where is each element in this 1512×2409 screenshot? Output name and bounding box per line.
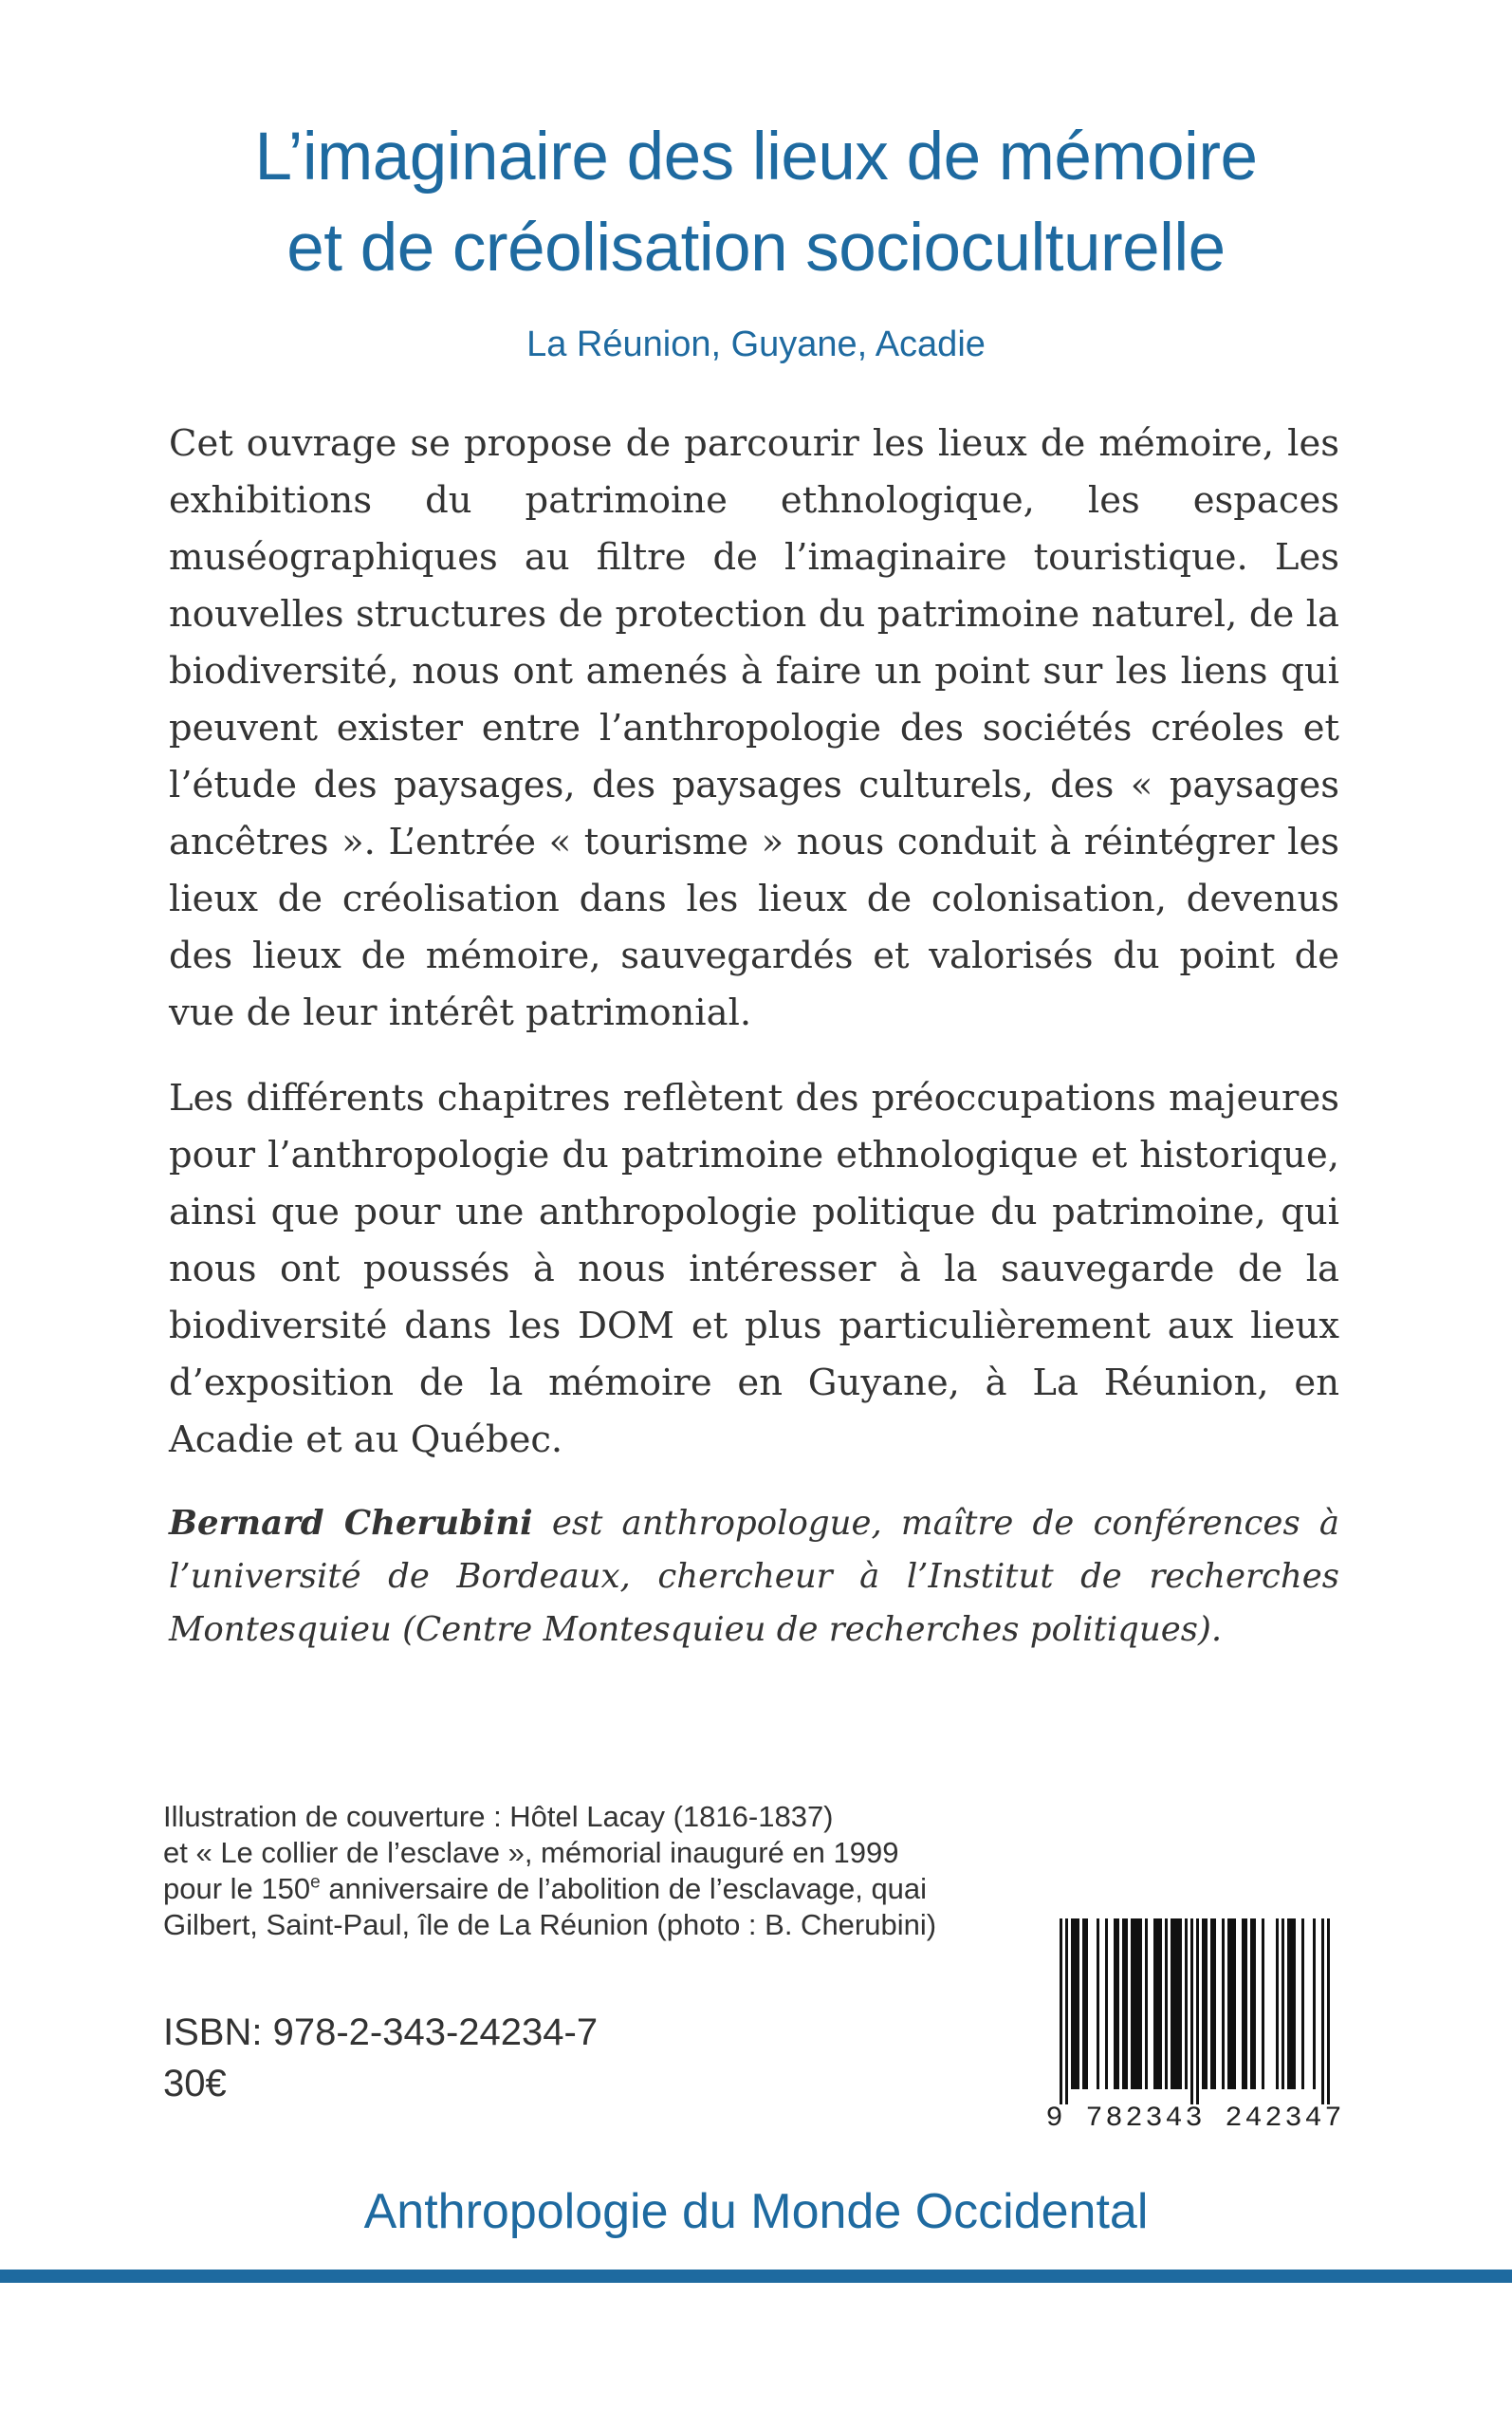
barcode-bar: [1253, 1918, 1256, 2089]
barcode-bar: [1245, 1918, 1247, 2089]
barcode-bar: [1071, 1918, 1074, 2089]
author-name: Bernard Cherubini: [169, 1504, 533, 1543]
barcode-bar: [1077, 1918, 1079, 2089]
barcode-bar: [1122, 1918, 1125, 2089]
barcode-bar: [1114, 1918, 1116, 2089]
author-bio: [169, 1497, 1339, 1657]
barcode-bar: [1262, 1918, 1264, 2089]
barcode-bar: [1139, 1918, 1142, 2089]
barcode-bar: [1185, 1918, 1188, 2089]
blurb-paragraph-2: Les différents chapitres reflètent des préoccupations majeures pour l’anthropologie du patrimoine ethnologique et historique, ainsi que pour une anthropologie politique du patrimoine, qui nous ont poussés à nous intéresser à la sauvegarde de la biodiversité dans les DOM et plus particulièrement aux lieux d’exposition de la mémoire en Guyane, à La Réunion, en Acadie et au Québec.: [169, 1077, 1339, 1461]
barcode-bar: [1179, 1918, 1182, 2089]
barcode-bar: [1196, 1918, 1199, 2104]
barcode-bar: [1282, 1918, 1284, 2089]
book-title-line-1: L’imaginaire des lieux de mémoire: [254, 120, 1258, 195]
barcode-bar: [1313, 1918, 1316, 2089]
barcode-bar: [1159, 1918, 1162, 2089]
barcode-bar: [1205, 1918, 1208, 2089]
barcode-bar: [1250, 1918, 1253, 2089]
book-title: [0, 112, 1512, 294]
barcode-bar: [1134, 1918, 1136, 2089]
credit-line-4: Gilbert, Saint-Paul, île de La Réunion (photo : B. Cherubini): [163, 1908, 937, 1941]
book-title-line-2: et de créolisation socioculturelle: [286, 211, 1226, 286]
barcode-bar: [1210, 1918, 1213, 2089]
barcode-bar: [1153, 1918, 1156, 2089]
isbn: ISBN: 978-2-343-24234-7: [163, 2011, 599, 2053]
credit-line-3: [163, 1871, 1017, 1907]
barcode-bar: [1105, 1918, 1108, 2089]
credit-line-1: Illustration de couverture : Hôtel Lacay (1816-1837): [163, 1800, 834, 1833]
barcode-bar: [1131, 1918, 1134, 2089]
barcode-digits: 9 782343 242347: [1045, 2103, 1345, 2135]
barcode-bar: [1085, 1918, 1088, 2089]
blurb: [169, 416, 1339, 1497]
barcode-bar: [1165, 1918, 1168, 2089]
barcode-bar: [1230, 1918, 1233, 2089]
barcode-bar: [1082, 1918, 1085, 2089]
credit-line-3-end: anniversaire de l’abolition de l’esclavage, quai: [320, 1872, 928, 1905]
credit-line-3-start: pour le 150: [163, 1872, 311, 1905]
barcode-bar: [1176, 1918, 1179, 2089]
barcode-bar: [1145, 1918, 1148, 2089]
barcode-bar: [1233, 1918, 1236, 2089]
barcode-bar: [1287, 1918, 1290, 2089]
author-bio-text: est anthropologue, maître de conférences à l’université de Bordeaux, chercheur à l’Institut de recherches Montesquieu (Centre Montesquieu de recherches politiques).: [169, 1504, 1340, 1649]
barcode-bar: [1290, 1918, 1293, 2089]
blurb-paragraph-1: Cet ouvrage se propose de parcourir les lieux de mémoire, les exhibitions du patrimoine ethnologique, les espaces muséographiques au filtre de l’imaginaire touristique. Les nouvelles structures de protection du patrimoine naturel, de la biodiversité, nous ont amenés à faire un point sur les liens qui peuvent exister entre l’anthropologie des sociétés créoles et l’étude des paysages, des paysages culturels, des « paysages ancêtres ». L’entrée « tourisme » nous conduit à réintégrer les lieux de créolisation dans les lieux de colonisation, devenus des lieux de mémoire, sauvegardés et valorisés du point de vue de leur intérêt patrimonial.: [169, 422, 1339, 1034]
barcode-bar: [1065, 1918, 1068, 2104]
barcode-bar: [1227, 1918, 1230, 2089]
price: 30€: [163, 2063, 227, 2104]
barcode-bar: [1171, 1918, 1173, 2089]
barcode-bar: [1125, 1918, 1128, 2089]
credit-line-2: et « Le collier de l’esclave », mémorial inauguré en 1999: [163, 1836, 899, 1869]
barcode-bar: [1097, 1918, 1099, 2089]
barcode-bar: [1136, 1918, 1139, 2089]
barcode-bar: [1156, 1918, 1159, 2089]
barcode-bar: [1293, 1918, 1296, 2089]
book-subtitle: La Réunion, Guyane, Acadie: [526, 324, 986, 364]
barcode-bar: [1222, 1918, 1225, 2089]
series-name: Anthropologie du Monde Occidental: [363, 2184, 1149, 2239]
barcode-bar: [1276, 1918, 1279, 2089]
barcode: [1039, 1915, 1352, 2139]
barcode-bar: [1202, 1918, 1205, 2089]
barcode-bar: [1060, 1918, 1062, 2104]
barcode-bar: [1173, 1918, 1176, 2089]
barcode-bar: [1116, 1918, 1119, 2089]
barcode-bar: [1321, 1918, 1324, 2104]
barcode-bar: [1301, 1918, 1304, 2089]
barcode-bar: [1213, 1918, 1216, 2089]
barcode-bar: [1190, 1918, 1193, 2104]
barcode-bar: [1242, 1918, 1245, 2089]
ordinal-superscript: e: [310, 1872, 321, 1893]
footer-rule: [0, 2270, 1512, 2283]
barcode-bar: [1074, 1918, 1077, 2089]
barcode-bars: [1039, 1915, 1352, 2104]
cover-illustration-credit: [163, 1799, 1017, 1943]
barcode-bar: [1327, 1918, 1330, 2104]
